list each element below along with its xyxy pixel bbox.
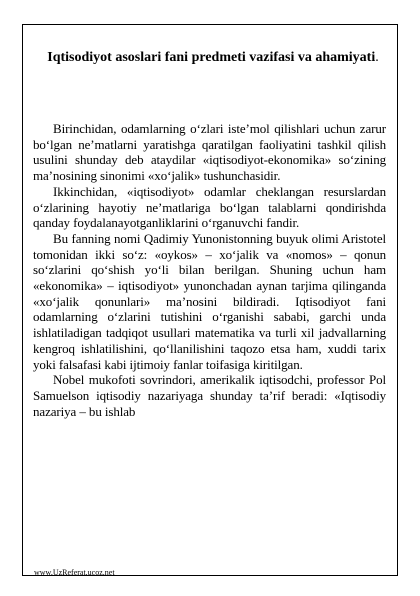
paragraph-1: Birinchidan, odamlarning o‘zlari iste’mol qilishlari uchun zarur bo‘lgan ne’matlarni yaratishga qaratilgan faoliyatini tashkil qilish usulini shunday deb ataydilar «iqtisodiyot-ekonomika» so‘zining ma’nosining sinonimi «xo‘jalik» tushunchasidir. <box>33 121 386 184</box>
page-title <box>40 49 386 67</box>
body-text <box>33 121 386 419</box>
paragraph-3: Bu fanning nomi Qadimiy Yunonistonning buyuk olimi Aristotel tomonidan ikki so‘z: «oykos» – xo‘jalik va «nomos» – qonun so‘zlarini qo‘shish yo‘li bilan berilgan. Shuning uchun ham «ekonomika» – iqtisodiyot» yunonchadan aynan tarjima qilinganda «xo‘jalik qonunlari» ma’nosini bildiradi. Iqtisodiyot fani odamlarning o‘zlarini tutishini o‘rganishi sababi, garchi unda ishlatiladigan tadqiqot usullari matematika va turli xil jadvallarning kengroq ishlatilishini, qo‘llanilishini taqozo etsa ham, xuddi tarix yoki falsafasi kabi ijtimoiy fanlar toifasiga kiritilgan. <box>33 230 386 372</box>
paragraph-2: Ikkinchidan, «iqtisodiyot» odamlar cheklangan resurslardan o‘zlarining hayotiy ne’matlariga bo‘lgan talablarni qondirishda qanday foydalanayotganliklarini o‘rganuvchi fandir. <box>33 183 386 231</box>
page-title-text: Iqtisodiyot asoslari fani predmeti vazifasi va ahamiyati <box>47 50 376 65</box>
paragraph-4: Nobel mukofoti sovrindori, amerikalik iqtisodchi, professor Pol Samuelson iqtisodiy nazariyaga shunday ta’rif beradi: «Iqtisodiy nazariya – bu ishlab <box>33 372 386 419</box>
footer-website-link[interactable]: www.UzReferat.ucoz.net <box>34 568 115 577</box>
page-title-period: . <box>375 50 379 65</box>
